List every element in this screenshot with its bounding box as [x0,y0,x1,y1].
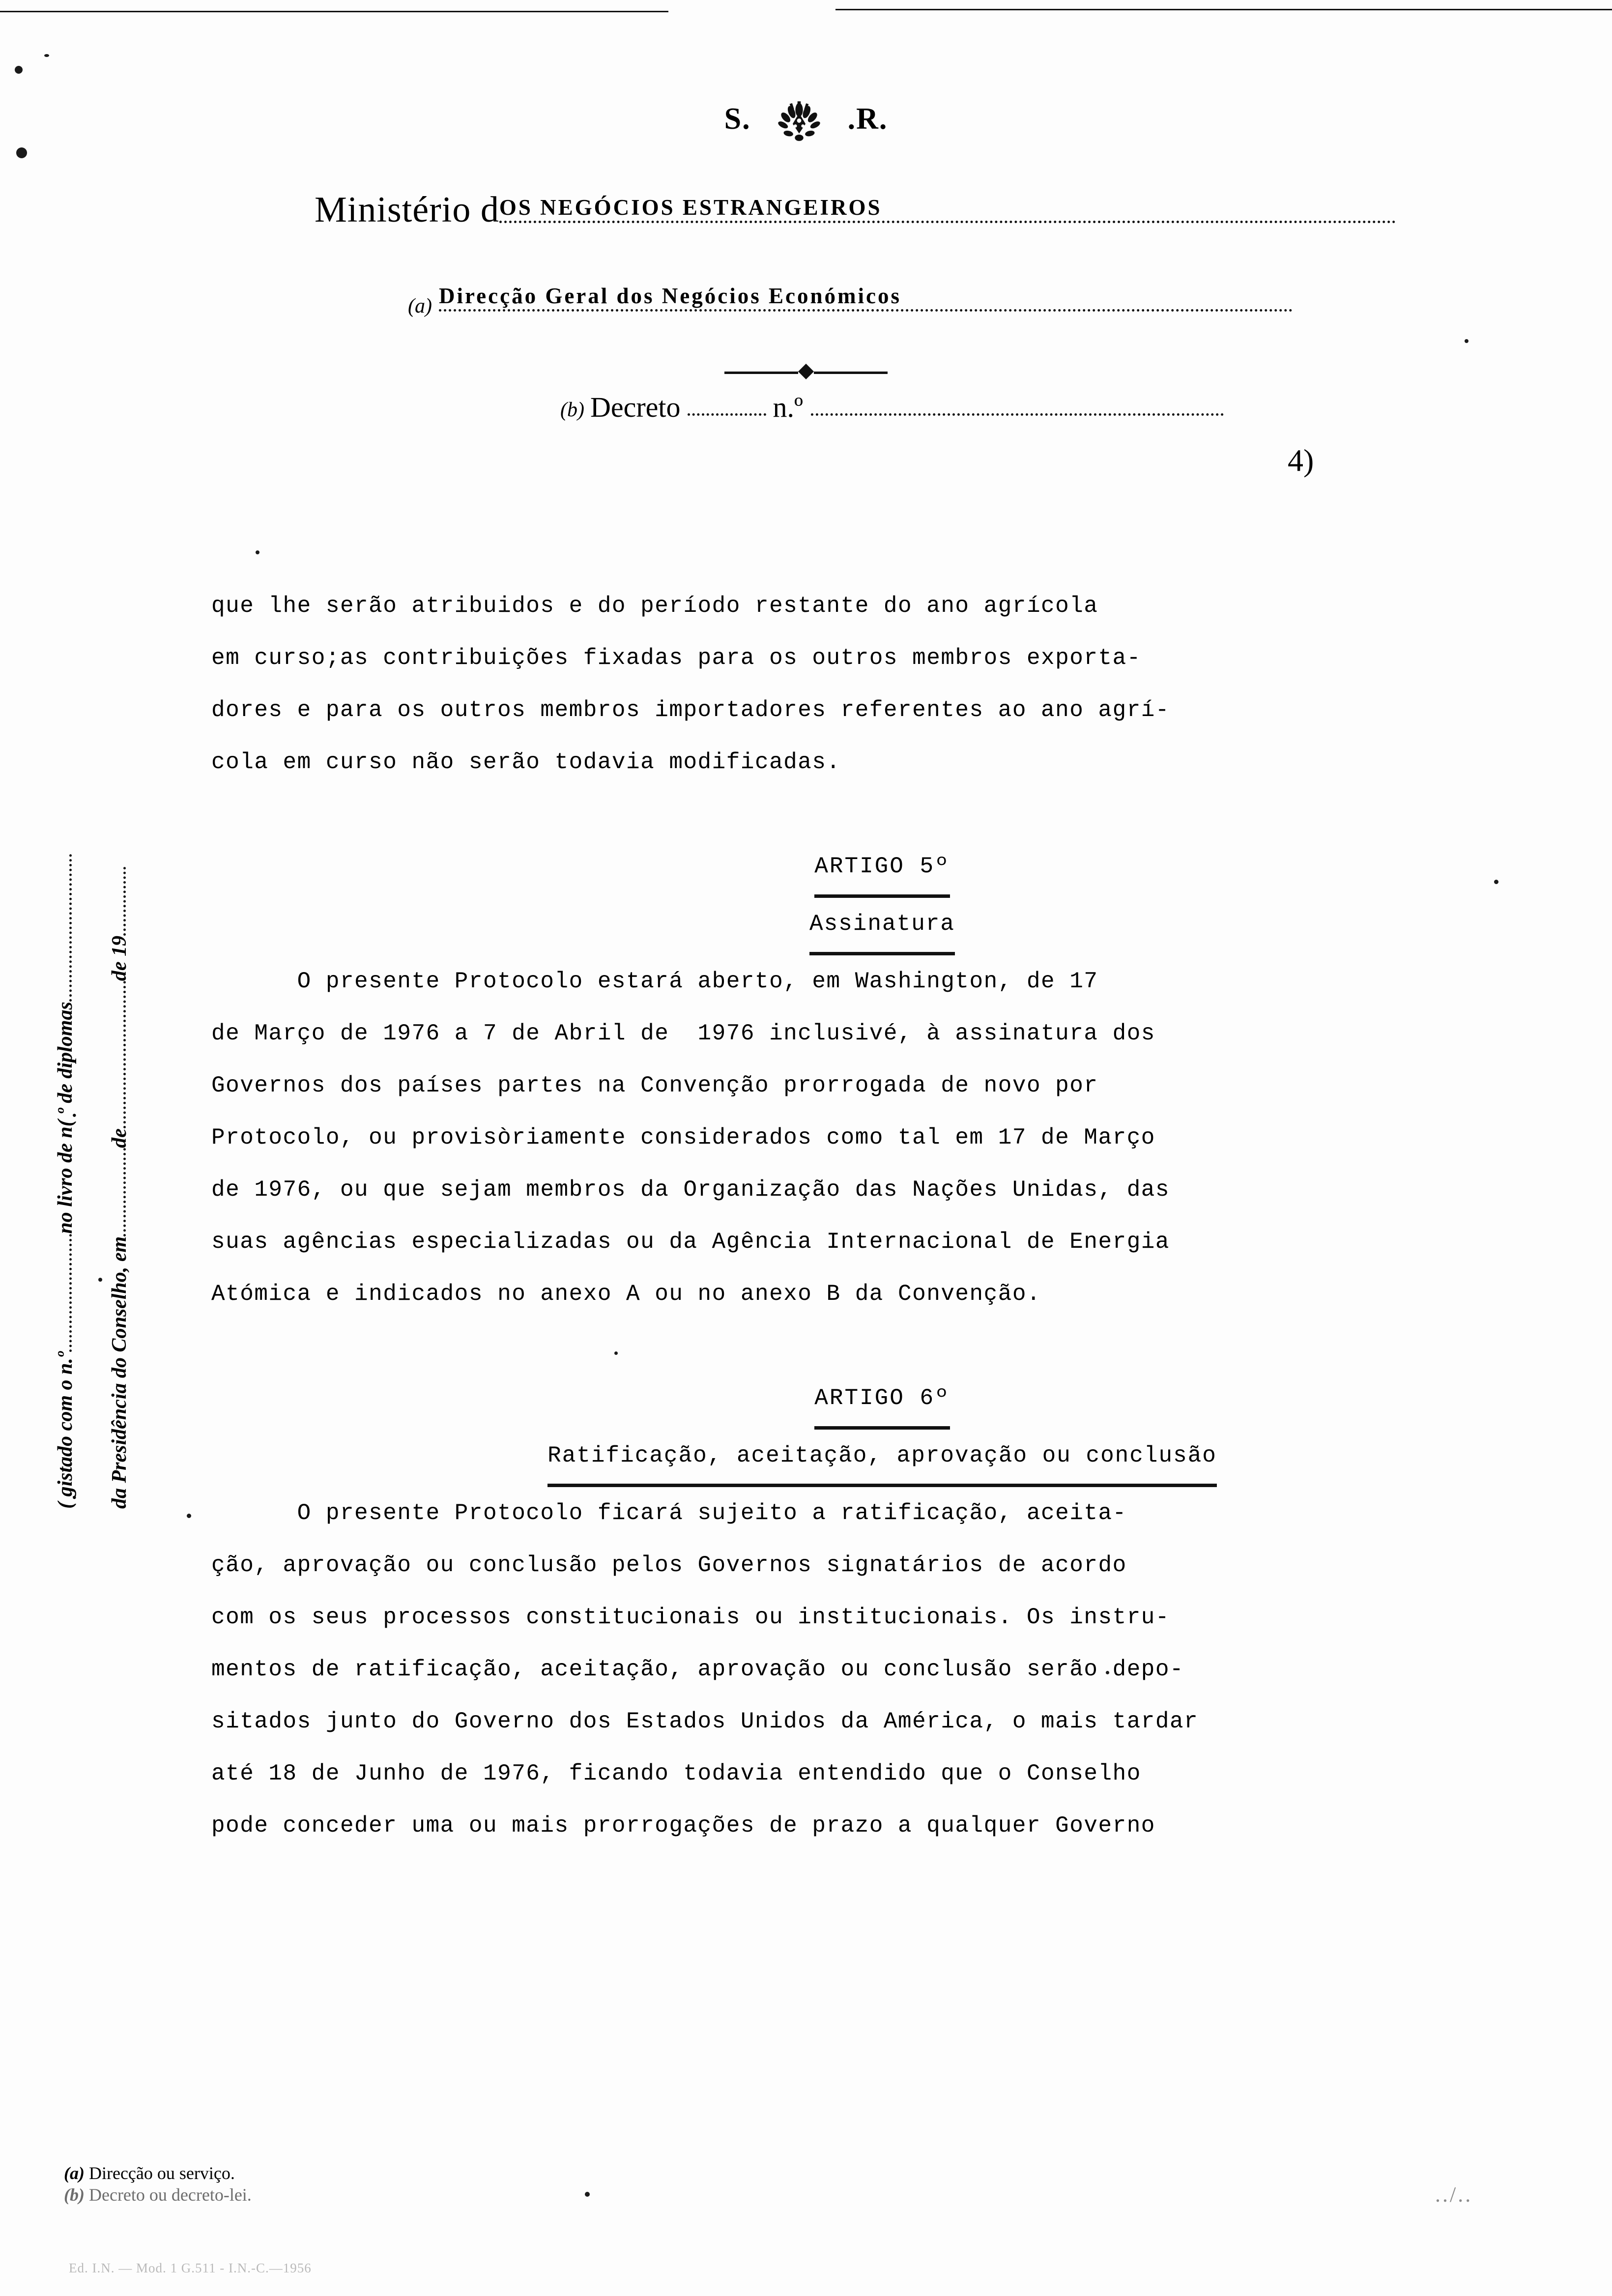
continuation-mark: ../.. [1435,2182,1473,2207]
ministry-typed-value: OS NEGÓCIOS ESTRANGEIROS [499,195,882,220]
letterhead-seal-row [0,88,1612,147]
article-5-subheading [211,898,1553,955]
paragraph-continuation [211,580,1553,788]
scan-edge-artifact [0,11,668,12]
document-body [211,580,1553,1852]
article-6-heading [211,1372,1553,1430]
scan-speck [585,2192,590,2197]
footnote-b [64,2184,252,2206]
registration-line-2 [109,867,130,1509]
body-line: ção, aprovação ou conclusão pelos Governos signatários de acordo [211,1552,1127,1578]
body-line: mentos de ratificação, aceitação, aprovação ou conclusão serão depo- [211,1657,1184,1682]
decree-blank-a[interactable] [688,393,766,422]
reg-month-blank[interactable] [110,981,130,1128]
decree-word: Decreto [590,391,681,423]
scan-speck [256,550,259,554]
registration-line-1 [55,854,76,1509]
reg-diplomas-label: ̣º de diplomas [54,1002,77,1120]
reg-paren-open-2: ( [54,1119,77,1127]
decree-blank-b[interactable] [811,393,1224,422]
article-5-subheading-text: Assinatura [809,898,955,955]
body-line: cola em curso não serão todavia modificadas. [211,749,841,775]
body-line: em curso;as contribuições fixadas para os outros membros exporta- [211,645,1141,671]
scan-speck [15,66,23,74]
body-line: Protocolo, ou provisòriamente considerados como tal em 17 de Março [211,1125,1155,1150]
scan-speck [187,1514,191,1518]
scan-edge-artifact [835,9,1612,10]
diamond-icon [798,356,814,372]
body-line: suas agências especializadas ou da Agência Internacional de Energia [211,1229,1170,1255]
body-line: até 18 de Junho de 1976, ficando todavia entendido que o Conselho [211,1761,1141,1786]
body-line: sitados junto do Governo dos Estados Unidos da América, o mais tardar [211,1709,1199,1734]
direction-dotted-fill [439,280,1293,316]
body-line: de 1976, ou que sejam membros da Organização das Nações Unidas, das [211,1177,1170,1203]
seal-left-initial: S. [724,102,751,136]
footnote-a-text: Direcção ou serviço. [88,2163,235,2183]
reg-place-blank[interactable] [110,1148,130,1236]
article-5-heading-text: ARTIGO 5º [814,840,950,898]
footnote-b-text: Decreto ou decreto-lei. [88,2185,252,2205]
body-line: pode conceder uma ou mais prorrogações de prazo a qualquer Governo [211,1813,1155,1838]
portuguese-republic-crest-icon [772,88,826,147]
reg-registered-label: ̣gistado com o n.º [54,1351,77,1502]
seal-right-initial: .R. [847,102,888,136]
direction-typed-value: Direcção Geral dos Negócios Económicos [438,284,902,308]
body-line: com os seus processos constitucionais ou institucionais. Os instru- [211,1605,1170,1630]
reg-presidency-label: da Presidência do Conselho, em [108,1236,131,1509]
article-6-body [211,1487,1553,1852]
footnote-a [64,2162,252,2184]
article-5-heading [211,840,1553,898]
direction-line [408,280,1293,316]
printer-imprint: Ed. I.N. — Mod. 1 G.511 - I.N.-C.—1956 [69,2261,312,2275]
article-6-heading-text: ARTIGO 6º [814,1372,950,1430]
registration-margin-stamp [0,580,147,1538]
reg-book-label: no livro de n [54,1126,77,1234]
ministry-dotted-fill [499,192,1396,228]
scan-speck [44,54,49,57]
decree-number-label: n.º [773,391,804,423]
scan-speck [16,147,27,158]
article-5-body [211,955,1553,1320]
spacer [211,788,1553,840]
ministry-label: Ministério d [315,190,499,230]
reg-diplomas-blank[interactable] [56,854,76,1002]
scan-speck [1465,339,1468,343]
article-6-subheading [211,1430,1553,1487]
article-6-subheading-text: Ratificação, aceitação, aprovação ou conclusão [547,1430,1217,1487]
body-line: Atómica e indicados no anexo A ou no anexo B da Convenção. [211,1281,1041,1307]
reg-year-label: de 19 [108,936,131,981]
body-line: O presente Protocolo ficará sujeito a ratificação, aceita- [211,1500,1127,1526]
decree-note-marker: (b) [560,399,584,421]
divider-bar-left [724,372,798,374]
reg-year-blank[interactable] [110,867,130,936]
page-number: 4) [1288,443,1314,478]
body-line: dores e para os outros membros importadores referentes ao ano agrí- [211,697,1170,723]
direction-note-marker: (a) [408,295,432,317]
footnote-b-marker: (b) [64,2185,85,2205]
footer-notes [64,2162,252,2206]
body-line: que lhe serão atribuidos e do período restante do ano agrícola [211,593,1098,619]
decree-line [560,393,1224,422]
body-line: Governos dos países partes na Convenção prorrogada de novo por [211,1073,1098,1098]
reg-paren-open: ( [54,1502,77,1509]
ministry-line [315,192,1396,228]
reg-number-blank[interactable] [56,1234,76,1352]
footnote-a-marker: (a) [64,2163,85,2183]
reg-de-1: de [108,1128,131,1148]
body-line: de Março de 1976 a 7 de Abril de 1976 inclusivé, à assinatura dos [211,1021,1155,1046]
diamond-divider [0,361,1612,379]
spacer [211,1320,1553,1372]
divider-bar-right [814,372,888,374]
body-line: O presente Protocolo estará aberto, em Washington, de 17 [211,969,1098,994]
